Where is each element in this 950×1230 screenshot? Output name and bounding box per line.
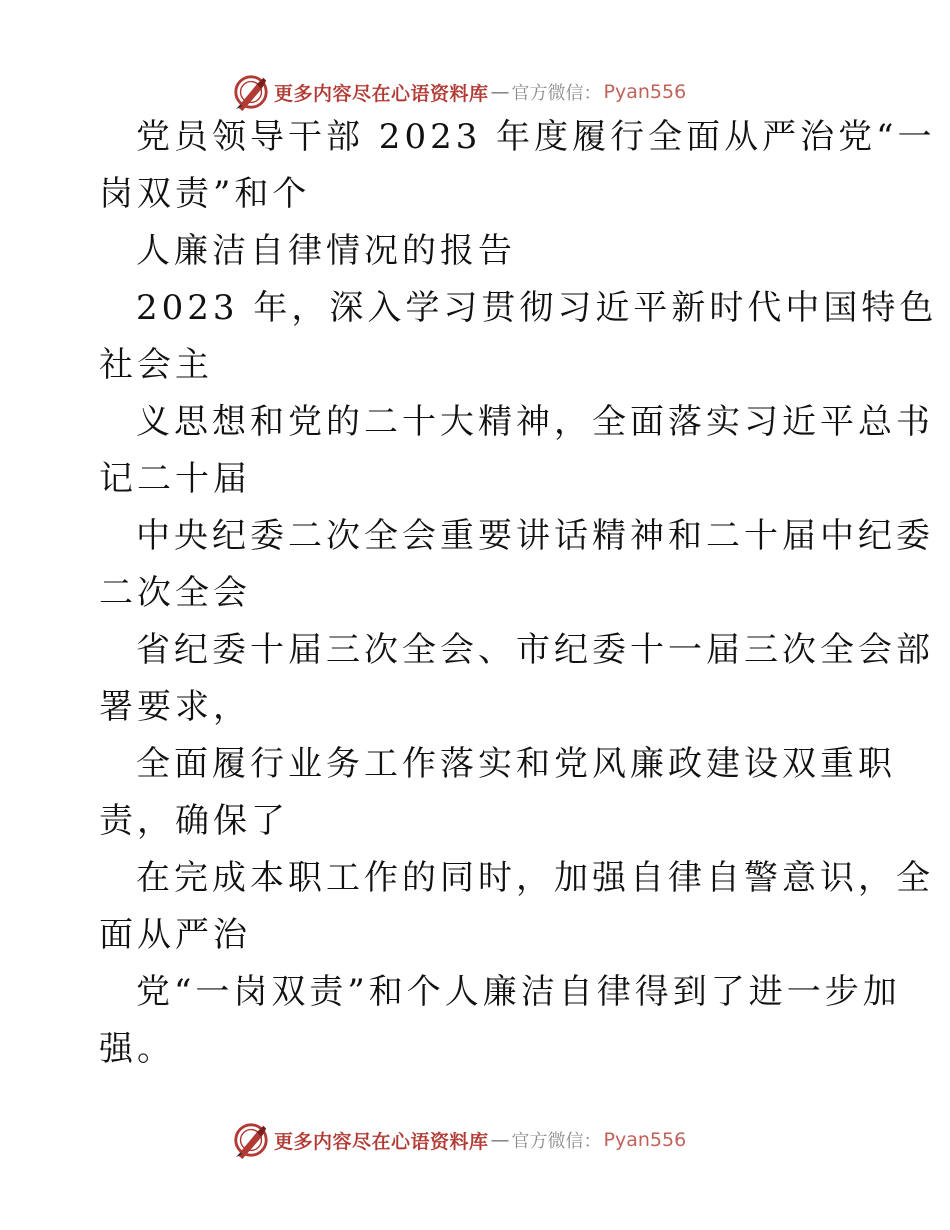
- paragraph-line: 省纪委十届三次全会、市纪委十一届三次全会部: [136, 630, 934, 670]
- header-watermark: [232, 72, 686, 112]
- wechat-label: 官方微信：: [511, 1131, 602, 1152]
- paragraph-line: 强。: [99, 1029, 175, 1069]
- paragraph-line: 2023 年，深入学习贯彻习近平新时代中国特色: [136, 288, 938, 328]
- paragraph-line: 二次全会: [99, 573, 251, 613]
- paragraph-line: 社会主: [99, 345, 213, 385]
- pen-logo-icon: [232, 1121, 270, 1159]
- wechat-id: Pyan556: [603, 1129, 687, 1151]
- brand-text: 更多内容尽在心语资料库: [274, 82, 489, 105]
- footer-watermark: [232, 1120, 686, 1160]
- paragraph-line: 党“一岗双责”和个人廉洁自律得到了进一步加: [136, 972, 901, 1012]
- brand-text: 更多内容尽在心语资料库: [274, 1130, 489, 1153]
- paragraph-line: 署要求，: [99, 687, 251, 727]
- wechat-label: 官方微信：: [511, 83, 602, 104]
- wechat-id: Pyan556: [603, 81, 687, 103]
- paragraph-line: 中央纪委二次全会重要讲话精神和二十届中纪委: [136, 516, 934, 556]
- paragraph-line: 记二十届: [99, 459, 251, 499]
- paragraph-line: 面从严治: [99, 915, 251, 955]
- title-line-2: 岗双责”和个: [99, 174, 311, 214]
- pen-logo-icon: [232, 73, 270, 111]
- separator-dash: —: [490, 81, 510, 103]
- title-line-1: 党员领导干部 2023 年度履行全面从严治党“一: [136, 117, 936, 157]
- paragraph-line: 全面履行业务工作落实和党风廉政建设双重职: [136, 744, 896, 784]
- separator-dash: —: [490, 1129, 510, 1151]
- paragraph-line: 责，确保了: [99, 801, 289, 841]
- title-line-3: 人廉洁自律情况的报告: [136, 231, 516, 271]
- paragraph-line: 义思想和党的二十大精神，全面落实习近平总书: [136, 402, 934, 442]
- paragraph-line: 在完成本职工作的同时，加强自律自警意识，全: [136, 858, 934, 898]
